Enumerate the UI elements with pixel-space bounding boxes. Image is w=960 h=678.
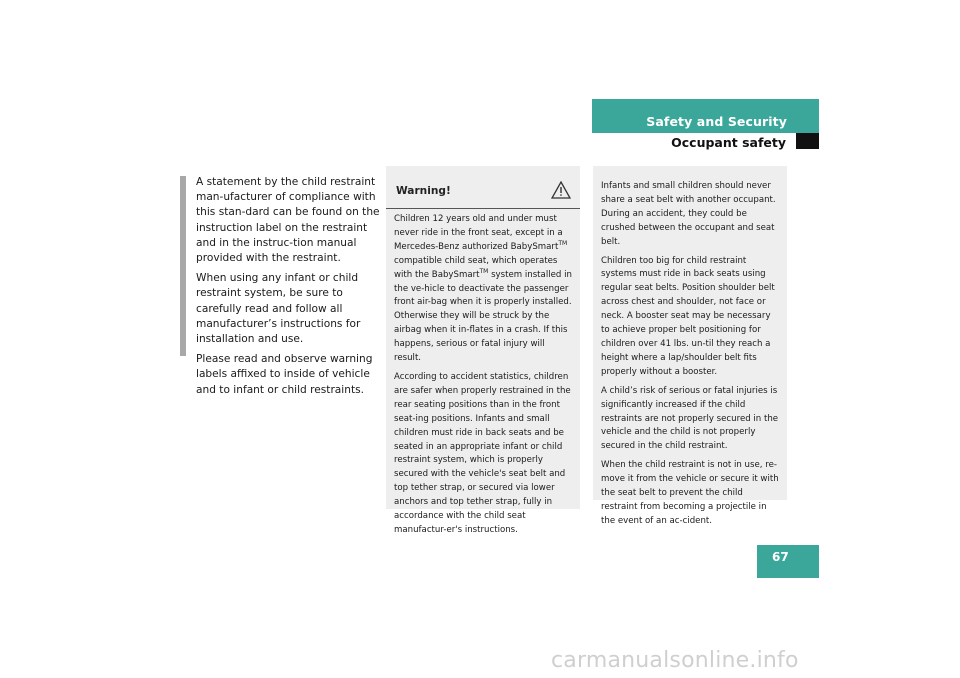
paragraph: When using any infant or child restraint system, be sure to carefully read and follow all manufacturer’s instructions for installation and use. (196, 272, 361, 346)
warning-body (386, 209, 580, 538)
info-box (593, 166, 787, 526)
column-side-bar (180, 176, 186, 356)
warning-triangle-icon (551, 181, 571, 199)
subsection-title: Occupant safety (671, 135, 786, 150)
main-text-column (196, 175, 384, 403)
section-title: Safety and Security (646, 114, 787, 129)
paragraph: Please read and observe warning labels affixed to inside of vehicle and to infant or child restraints. (196, 353, 373, 396)
watermark: carmanualsonline.info (551, 648, 799, 673)
info-paragraph: Infants and small children should never share a seat belt with another occupant. During an accident, they could be crushed between the occupant and seat belt. (601, 181, 776, 247)
page-number-box (757, 545, 819, 578)
page-number: 67 (772, 550, 789, 564)
paragraph: A statement by the child restraint man-ufacturer of compliance with this stan-dard can be found on the instruction label on the restraint and in the instruc-tion manual provided with the restraint. (196, 176, 380, 265)
info-paragraph: Children too big for child restraint systems must ride in back seats using regular seat belts. Position shoulder belt across chest and shoulder, not face or neck. A booster seat may be necessary to achieve proper belt positioning for children over 41 lbs. un-til they reach a height where a lap/shoulder belt fits properly without a booster. (601, 255, 775, 377)
info-paragraph: A child’s risk of serious or fatal injuries is significantly increased if the child restraints are not properly secured in the vehicle and the child is not properly secured in the child restraint. (601, 385, 779, 452)
warning-title: Warning! (396, 185, 451, 197)
warning-paragraph: Children 12 years old and under must never ride in the front seat, except in a Mercedes-Benz authorized BabySmart™ compatible child seat, which operates with the BabySmart™ system installed in the ve-hicle to deactivate the passenger front air-bag when it is properly installed. Otherwise they will be struck by the airbag when it in-flates in a crash. If this happens, serious or fatal injury will result. (394, 214, 572, 364)
warning-header (386, 166, 580, 209)
info-paragraph: When the child restraint is not in use, re-move it from the vehicle or secure it with the seat belt to prevent the child restraint from becoming a projectile in the event of an ac-cident. (601, 460, 779, 526)
header-marker (796, 133, 819, 149)
warning-paragraph: According to accident statistics, children are safer when properly restrained in the rear seating positions than in the front seat-ing positions. Infants and small children must ride in back seats and be seated in an appropriate infant or child restraint system, which is properly secured with the vehicle's seat belt and top tether strap, or secured via lower anchors and top tether strap, fully in accordance with the child seat manufactur-er's instructions. (394, 371, 571, 535)
info-body (593, 166, 787, 529)
warning-box (386, 166, 580, 535)
section-header (592, 99, 819, 133)
